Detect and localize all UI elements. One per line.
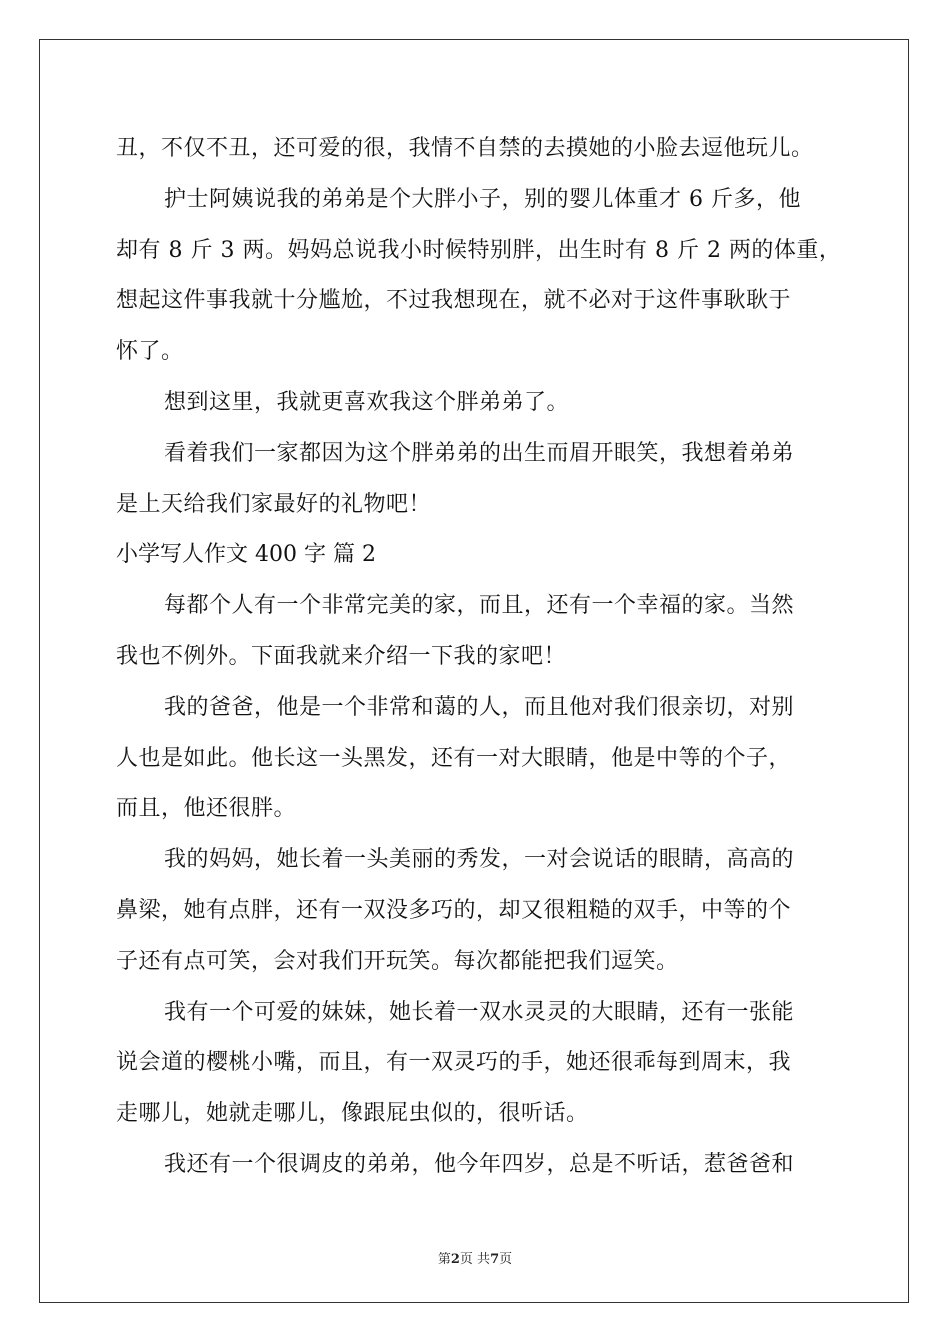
paragraph-start: 看着我们一家都因为这个胖弟弟的出生而眉开眼笑，我想着弟弟 [164,440,795,466]
text-line: 却有 8 斤 3 两。妈妈总说我小时候特别胖，出生时有 8 斤 2 两的体重， [116,237,842,263]
text-line: 走哪儿，她就走哪儿，像跟屁虫似的，很听话。 [116,1101,589,1127]
page-footer [0,1248,950,1267]
paragraph-start: 我的妈妈，她长着一头美丽的秀发，一对会说话的眼睛，高高的 [164,847,795,873]
page-prefix: 第 [437,1252,451,1267]
total-pages-number: 7 [490,1252,500,1267]
paragraph-start: 想到这里，我就更喜欢我这个胖弟弟了。 [164,389,570,415]
section-heading: 小学写人作文 400 字 篇 2 [116,542,376,568]
document-body [116,124,842,1191]
text-line: 而且，他还很胖。 [116,796,297,822]
text-line: 是上天给我们家最好的礼物吧！ [116,491,432,517]
text-line: 子还有点可笑，会对我们开玩笑。每次都能把我们逗笑。 [116,948,679,974]
paragraph-start: 每都个人有一个非常完美的家，而且，还有一个幸福的家。当然 [164,593,795,619]
text-line: 怀了。 [116,339,184,365]
text-line: 鼻梁，她有点胖，还有一双没多巧的，却又很粗糙的双手，中等的个 [116,897,792,923]
text-line: 想起这件事我就十分尴尬，不过我想现在，就不必对于这件事耿耿于 [116,288,792,314]
paragraph-start: 护士阿姨说我的弟弟是个大胖小子，别的婴儿体重才 6 斤多，他 [164,186,801,212]
text-line: 我也不例外。下面我就来介绍一下我的家吧！ [116,643,567,669]
text-line: 说会道的樱桃小嘴，而且，有一双灵巧的手，她还很乖每到周末，我 [116,1050,792,1076]
text-line: 人也是如此。他长这一头黑发，还有一对大眼睛，他是中等的个子， [116,745,792,771]
paragraph-start: 我的爸爸，他是一个非常和蔼的人，而且他对我们很亲切，对别 [164,694,795,720]
paragraph-start: 我还有一个很调皮的弟弟，他今年四岁，总是不听话，惹爸爸和 [164,1151,795,1177]
text-line: 丑，不仅不丑，还可爱的很，我情不自禁的去摸她的小脸去逗他玩儿。 [116,136,814,161]
paragraph-start: 我有一个可爱的妹妹，她长着一双水灵灵的大眼睛，还有一张能 [164,999,795,1025]
page-mid: 页 共 [459,1252,491,1267]
current-page-number: 2 [450,1252,460,1267]
page-suffix: 页 [499,1252,513,1267]
